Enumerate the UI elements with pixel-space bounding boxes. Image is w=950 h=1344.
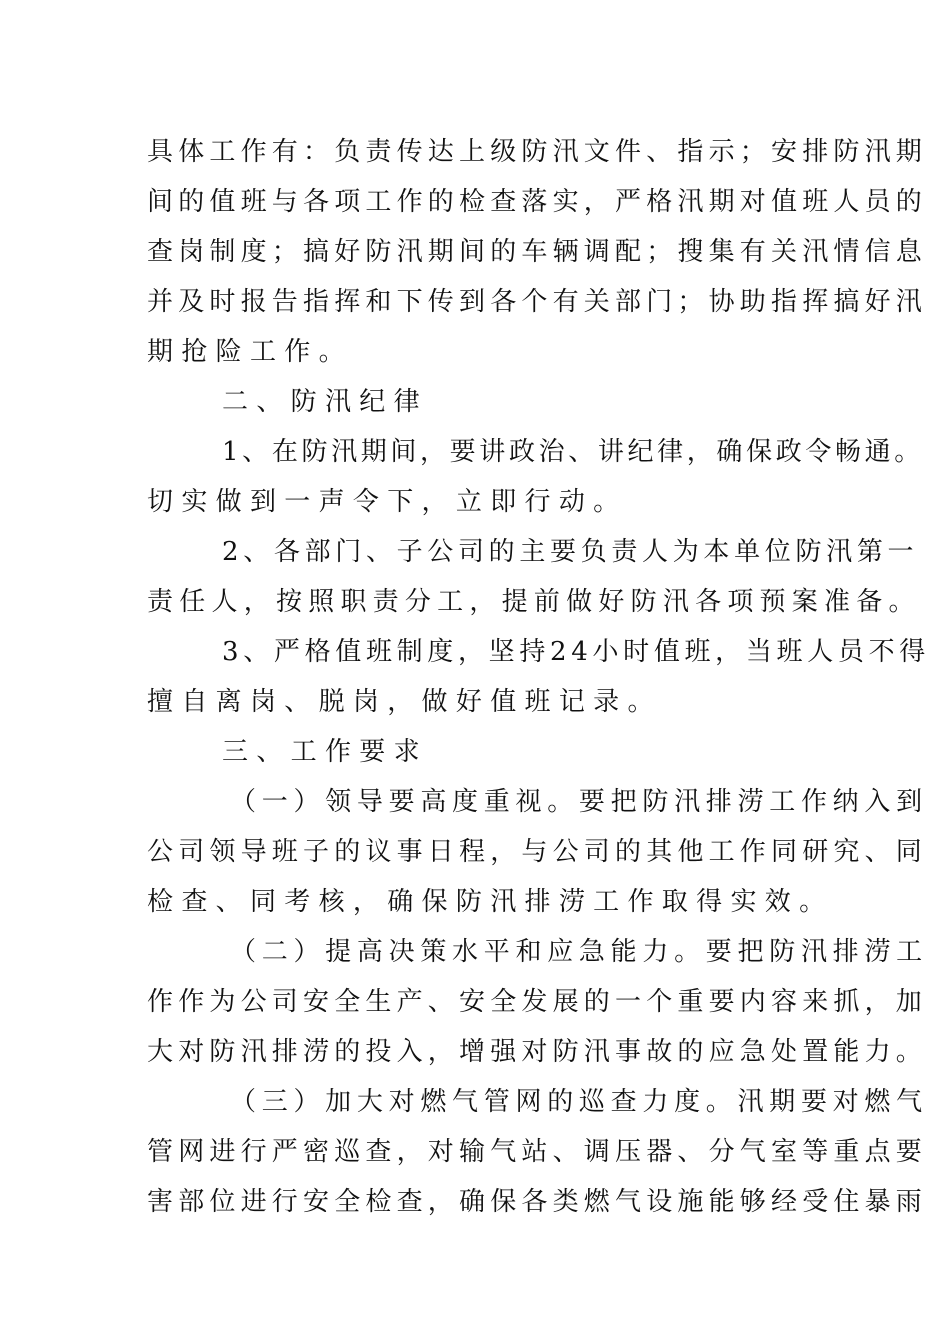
body-text-line: 具体工作有：负责传达上级防汛文件、指示；安排防汛期 [147,137,928,167]
body-text-line: （二）提高决策水平和应急能力。要把防汛排涝工 [230,937,928,967]
body-text-line: 害部位进行安全检查，确保各类燃气设施能够经受住暴雨 [147,1187,928,1217]
body-text-line: 查岗制度；搞好防汛期间的车辆调配；搜集有关汛情信息 [147,237,928,267]
body-text-line: 1、在防汛期间，要讲政治、讲纪律，确保政令畅通。 [222,437,924,467]
body-text-line: 并及时报告指挥和下传到各个有关部门；协助指挥搞好汛 [147,287,928,317]
body-text-line: 切实做到一声令下，立即行动。 [147,487,628,517]
body-text-line: 公司领导班子的议事日程，与公司的其他工作同研究、同 [147,837,928,867]
body-text-line: 间的值班与各项工作的检查落实，严格汛期对值班人员的 [147,187,928,217]
body-text-line: 检查、同考核，确保防汛排涝工作取得实效。 [147,887,834,917]
body-text-line: 大对防汛排涝的投入，增强对防汛事故的应急处置能力。 [147,1037,928,1067]
section-heading: 三、工作要求 [222,737,428,767]
body-text-line: （一）领导要高度重视。要把防汛排涝工作纳入到 [230,787,928,817]
body-text-line: 作作为公司安全生产、安全发展的一个重要内容来抓，加 [147,987,928,1017]
body-text-line: 责任人，按照职责分工，提前做好防汛各项预案准备。 [147,587,921,617]
body-text-line: 管网进行严密巡查，对输气站、调压器、分气室等重点要 [147,1137,928,1167]
body-text-line: 擅自离岗、脱岗，做好值班记录。 [147,687,662,717]
body-text-line: 2、各部门、子公司的主要负责人为本单位防汛第一 [222,537,919,567]
section-heading: 二、防汛纪律 [222,387,428,417]
body-text-line: 期抢险工作。 [147,337,353,367]
body-text-line: （三）加大对燃气管网的巡查力度。汛期要对燃气 [230,1087,928,1117]
body-text-line: 3、严格值班制度，坚持24小时值班，当班人员不得 [222,637,930,667]
